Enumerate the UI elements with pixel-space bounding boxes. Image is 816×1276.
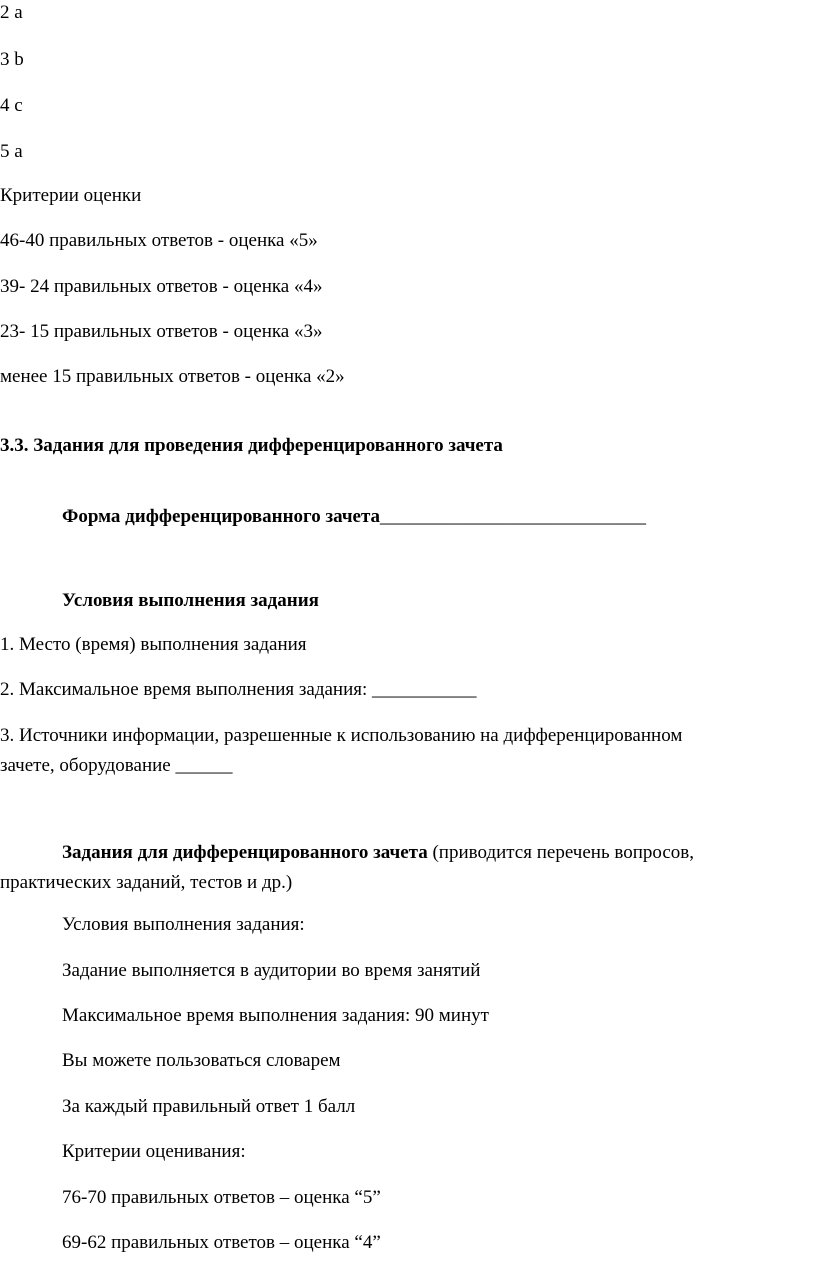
tasks-paragraph [0, 838, 812, 868]
form-blank: ____________________________ [380, 506, 647, 527]
answer-line: 5 а [0, 141, 23, 162]
answer-line: 2 а [0, 2, 23, 23]
criteria-item: 23- 15 правильных ответов - оценка «3» [0, 321, 323, 342]
conditions-item: 2. Максимальное время выполнения задания: ___________ [0, 679, 477, 700]
section-heading: 3.3. Задания для проведения дифференцированного зачета [0, 435, 503, 456]
conditions-heading: Условия выполнения задания [62, 590, 319, 611]
answer-line: 4 с [0, 95, 23, 116]
conditions-item: 1. Место (время) выполнения задания [0, 634, 307, 655]
tasks-line: За каждый правильный ответ 1 балл [62, 1096, 356, 1117]
criteria-title: Критерии оценки [0, 185, 142, 206]
tasks-line: Критерии оценивания: [62, 1141, 246, 1162]
tasks-line: 69-62 правильных ответов – оценка “4” [62, 1232, 381, 1253]
criteria-item: менее 15 правильных ответов - оценка «2» [0, 366, 345, 387]
form-line [62, 506, 646, 528]
tasks-heading: Задания для дифференцированного зачета [62, 842, 428, 863]
form-label: Форма дифференцированного зачета [62, 506, 381, 527]
tasks-line: Максимальное время выполнения задания: 90 минут [62, 1005, 489, 1026]
tasks-line: 76-70 правильных ответов – оценка “5” [62, 1187, 381, 1208]
criteria-item: 39- 24 правильных ответов - оценка «4» [0, 276, 323, 297]
tasks-description-continued: практических заданий, тестов и др.) [0, 872, 293, 893]
conditions-item: 3. Источники информации, разрешенные к использованию на дифференцированном [0, 725, 683, 746]
criteria-item: 46-40 правильных ответов - оценка «5» [0, 230, 318, 251]
tasks-line: Условия выполнения задания: [62, 914, 305, 935]
tasks-line: Вы можете пользоваться словарем [62, 1050, 341, 1071]
tasks-description: (приводится перечень вопросов, [432, 842, 695, 863]
conditions-item-continued: зачете, оборудование ______ [0, 755, 233, 776]
answer-line: 3 b [0, 49, 24, 70]
tasks-line: Задание выполняется в аудитории во время занятий [62, 960, 481, 981]
